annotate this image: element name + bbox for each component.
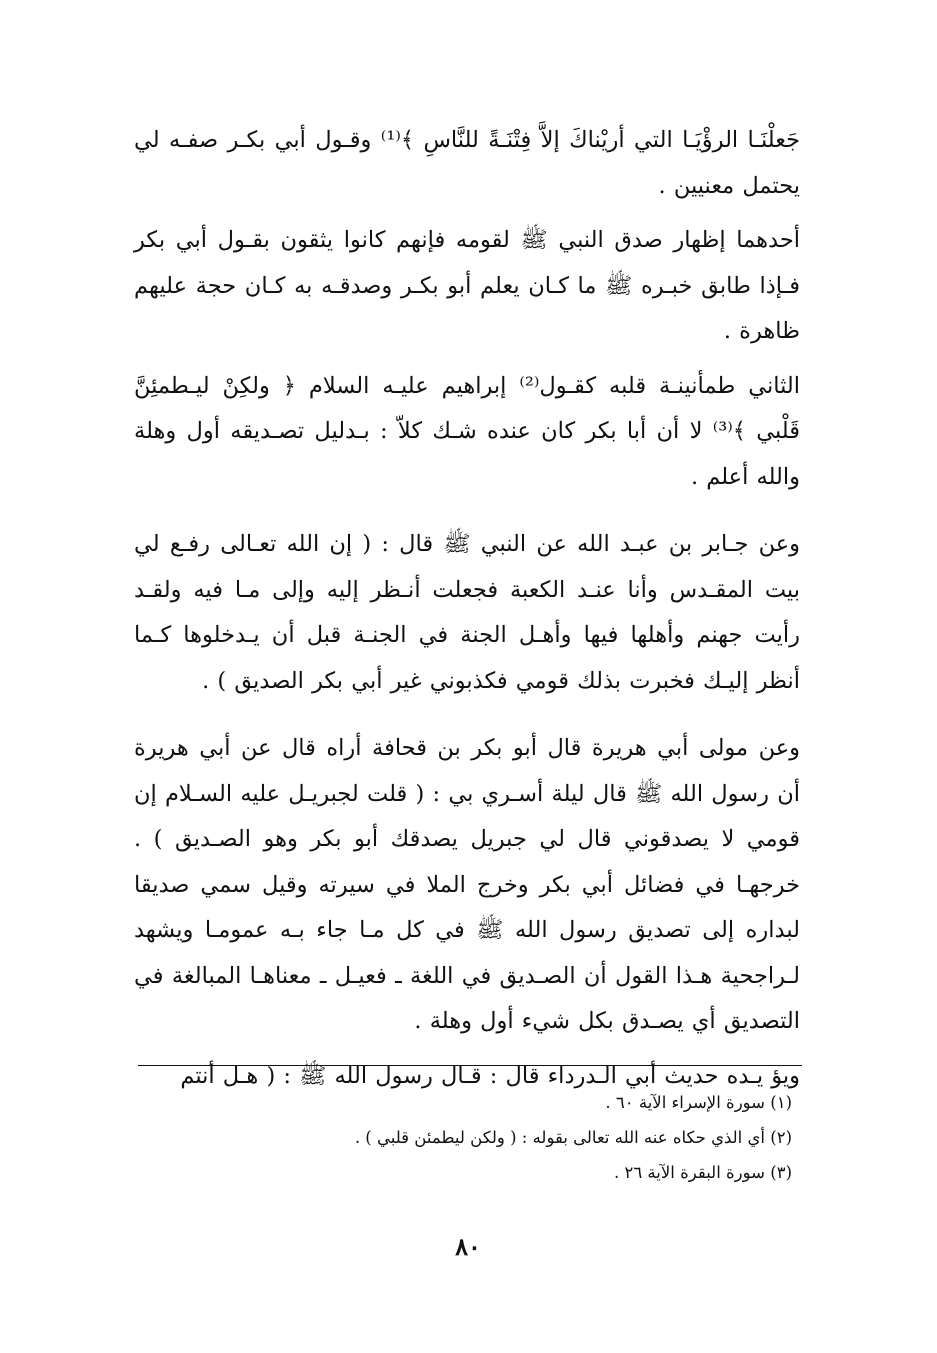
- paragraph-2: أحدهما إظهار صدق النبي ﷺ لقومه فإنهم كانوا يثقون بقـول أبي بكر فـإذا طابق خبـره ﷺ ما كـان يعلم أبو بكـر وصدقـه به كـان حجة عليهم ظاهرة .: [134, 227, 800, 344]
- footnote-2: (٢) أي الذي حكاه عنه الله تعالى بقوله : ( ولكن ليطمئن قلبي ) .: [354, 1128, 792, 1147]
- paragraph-4: وعن جـابر بن عبـد الله عن النبي ﷺ قال : ( إن الله تعـالى رفـع لي بيت المقـدس وأنا عنـد الكعبة فجعلت أنـظر إليه وإلى مـا فيه ولقـد رأيت جهنم وأهلها فيها وأهـل الجنة في الجنـة قبل أن يـدخلوها كـما أنظر إليـك فخبرت بذلك قومي فكذبوني غير أبي بكر الصديق ) .: [134, 531, 800, 694]
- paragraph-1: جَعلْنَـا الرؤْيَـا التي أريْناكَ إلاَّ فِتْنَـةً للنَّاسِ ﴾⁽¹⁾ وقـول أبي بكـر صفـه لي يحتمل معنيين .: [134, 127, 801, 199]
- paragraph-5: وعن مولى أبي هريرة قال أبو بكر بن قحافة أراه قال عن أبي هريرة أن رسول الله ﷺ قال ليلة أسـري بي : ( قلت لجبريـل عليه السـلام إن قومي لا يصدقوني قال لي جبريل يصدقك أبو بكر وهو الصـديق ) . خرجهـا في فضائل أبي بكر وخرج الملا في سيرته وقيل سمي صديقا لبداره إلى تصديق رسول الله ﷺ في كل مـا جاء بـه عمومـا ويشهد لـراجحية هـذا القول أن الصـديق في اللغة ـ فعيـل ـ معناهـا المبالغة في التصديق أي يصـدق بكل شيء أول وهلة .: [134, 735, 800, 1034]
- footnotes: [138, 1085, 792, 1190]
- footnote-3: (٣) سورة البقرة الآية ٢٦ .: [613, 1163, 792, 1182]
- paragraph-6: ويؤ يـده حديث أبي الـدرداء قال : قـال رسول الله ﷺ : ( هـل أنتم: [180, 1062, 800, 1089]
- footnote-1: (١) سورة الإسراء الآية ٦٠ .: [605, 1093, 792, 1112]
- footnote-divider: [138, 1065, 802, 1066]
- page-number: ٨٠: [455, 1232, 481, 1261]
- main-text: [134, 118, 800, 1099]
- paragraph-3: الثاني طمأنينـة قلبه كقـول⁽²⁾ إبراهيم عليـه السلام ﴿ ولكِنْ ليـطمئِنَّ قَلْبي ﴾⁽³⁾ لا أن أبا بكر كان عنده شـك كلاّ : بـدليل تصـديقه أول وهلة والله أعلم .: [134, 372, 800, 490]
